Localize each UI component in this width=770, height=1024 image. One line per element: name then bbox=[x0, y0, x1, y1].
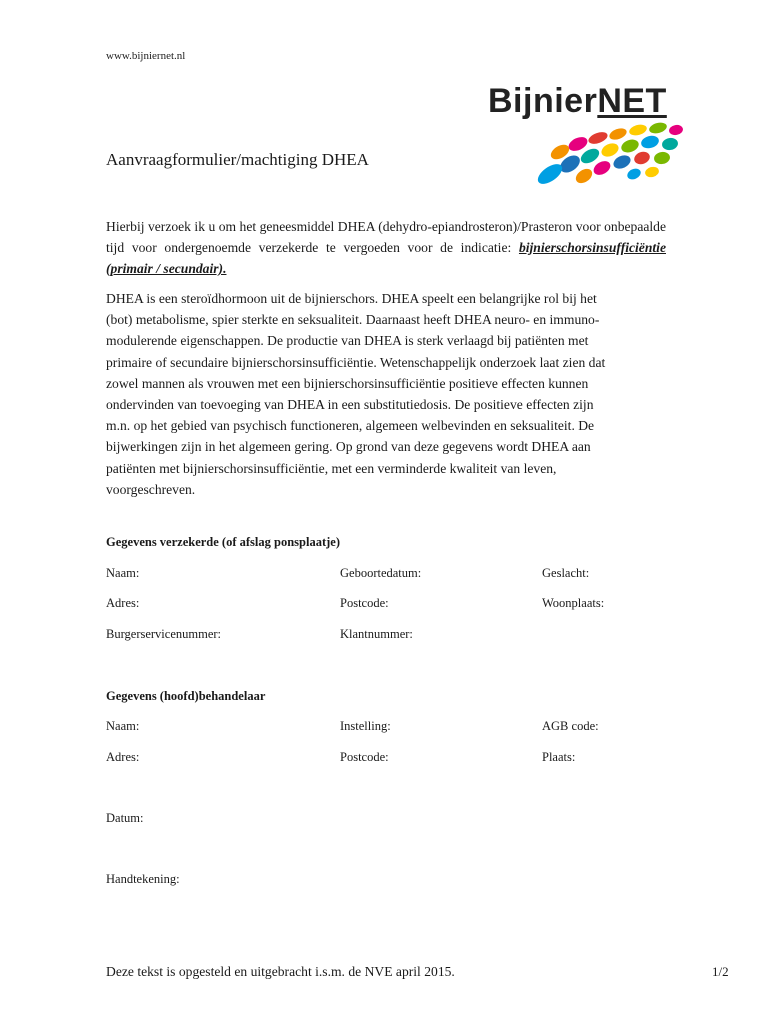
practitioner-agb-label: AGB code: bbox=[542, 719, 599, 733]
insured-client-number-label: Klantnummer: bbox=[340, 627, 413, 641]
insured-city-label: Woonplaats: bbox=[542, 596, 605, 610]
practitioner-institution-label: Instelling: bbox=[340, 719, 391, 733]
insured-postcode-label: Postcode: bbox=[340, 596, 389, 610]
logo-mosaic-icon bbox=[530, 122, 690, 190]
practitioner-address-label: Adres: bbox=[106, 750, 140, 764]
insured-heading: Gegevens verzekerde (of afslag ponsplaatje) bbox=[106, 535, 340, 549]
body-line: zowel mannen als vrouwen met een bijnierschorsinsufficiëntie positieve effecten kunnen bbox=[106, 375, 589, 391]
date-label: Datum: bbox=[106, 811, 144, 825]
body-line: primaire of secundaire bijnierschorsinsufficiëntie. Wetenschappelijk onderzoek laat zien dat bbox=[106, 354, 606, 370]
footer-text: Deze tekst is opgesteld en uitgebracht i.s.m. de NVE april 2015. bbox=[106, 964, 455, 979]
website-url: www.bijniernet.nl bbox=[106, 50, 186, 62]
logo-text-main: Bijnier bbox=[488, 82, 598, 120]
practitioner-postcode-label: Postcode: bbox=[340, 750, 389, 764]
insured-gender-label: Geslacht: bbox=[542, 566, 590, 580]
body-line: m.n. op het gebied van psychisch functioneren, algemeen welbevinden en seksualiteit. De bbox=[106, 418, 595, 434]
intro-text: Hierbij verzoek ik u om het geneesmiddel DHEA (dehydro-epiandrosteron)/Prasteron voor onbepaalde tijd voor ondergenoemde verzekerde te vergoeden voor de indicatie: bbox=[106, 219, 666, 255]
body-line: bijwerkingen zijn in het algemeen gering. Op grond van deze gegevens wordt DHEA aan bbox=[106, 439, 591, 455]
dhea-explanation bbox=[106, 288, 666, 500]
page-title: Aanvraagformulier/machtiging DHEA bbox=[106, 150, 369, 169]
practitioner-heading: Gegevens (hoofd)behandelaar bbox=[106, 689, 266, 703]
insured-address-label: Adres: bbox=[106, 596, 140, 610]
signature-label: Handtekening: bbox=[106, 872, 180, 886]
indication-text: bijnierschorsinsufficiëntie (primair / secundair). bbox=[106, 240, 666, 276]
body-line: DHEA is een steroïdhormoon uit de bijnierschors. DHEA speelt een belangrijke rol bij het bbox=[106, 291, 597, 306]
bijniernet-logo bbox=[488, 82, 667, 121]
body-line: patiënten met bijnierschorsinsufficiëntie, met een verminderde kwaliteit van leven, bbox=[106, 460, 557, 476]
insured-bsn-label: Burgerservicenummer: bbox=[106, 627, 222, 641]
practitioner-city-label: Plaats: bbox=[542, 750, 576, 764]
logo-text-accent: NET bbox=[597, 82, 667, 120]
body-line: modulerende eigenschappen. De productie van DHEA is sterk verlaagd bij patiënten met bbox=[106, 333, 589, 349]
practitioner-name-label: Naam: bbox=[106, 719, 140, 733]
body-line: voorgeschreven. bbox=[106, 481, 196, 497]
insured-name-label: Naam: bbox=[106, 566, 140, 580]
insured-birthdate-label: Geboortedatum: bbox=[340, 566, 422, 580]
body-line: (bot) metabolisme, spier sterkte en seksualiteit. Daarnaast heeft DHEA neuro- en immuno- bbox=[106, 312, 600, 328]
body-line: ondervinden van toevoeging van DHEA in een substitutiedosis. De positieve effecten zijn bbox=[106, 397, 594, 413]
page-number: 1/2 bbox=[712, 964, 729, 979]
intro-paragraph bbox=[106, 216, 666, 279]
